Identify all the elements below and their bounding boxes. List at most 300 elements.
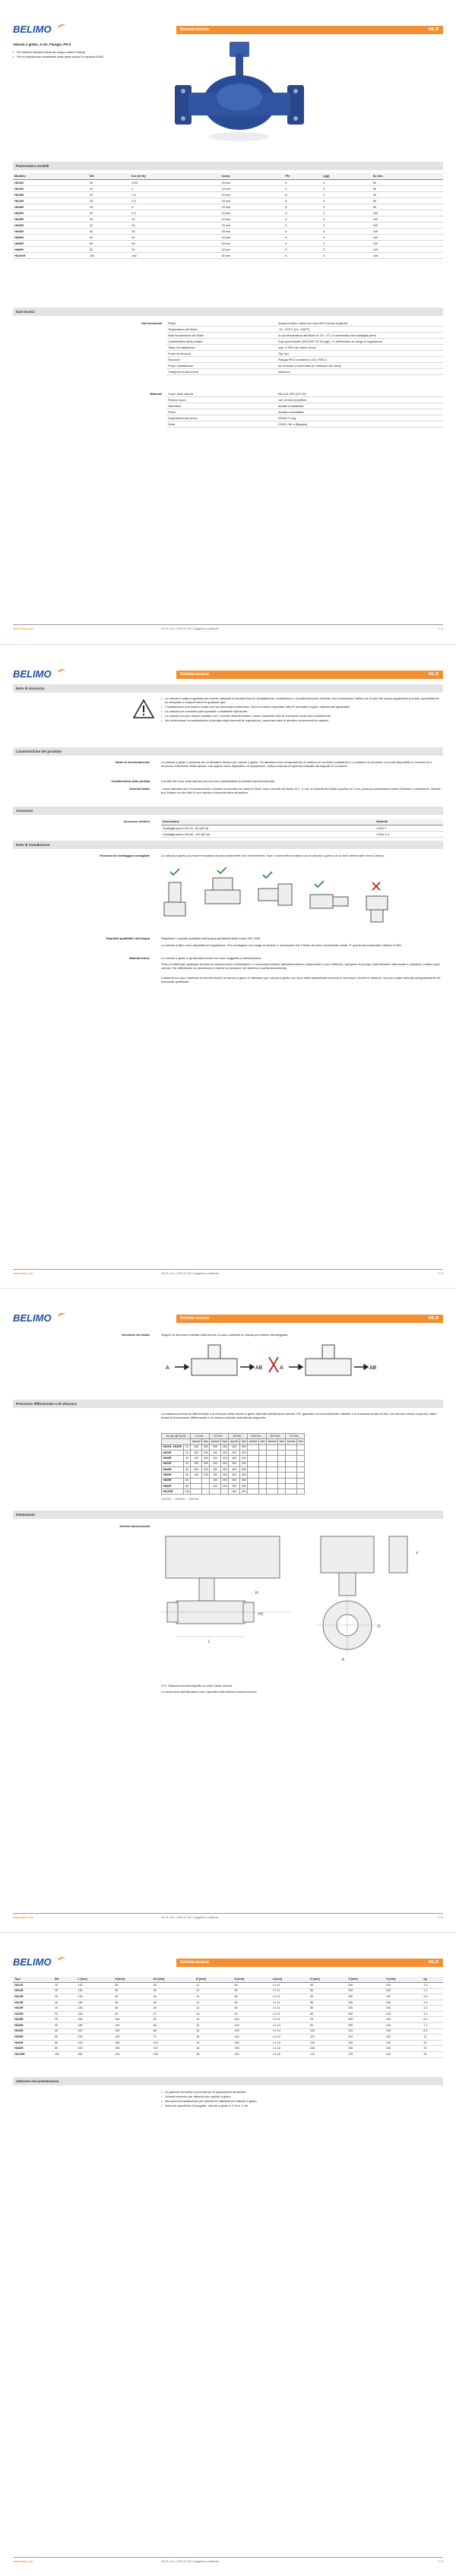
mode-label: Modo di funzionamento [116, 760, 150, 764]
table-cell: 400 [221, 1444, 229, 1450]
table-cell: 55 [309, 1988, 347, 1994]
table-cell: H632R [162, 1461, 184, 1466]
table-cell: 25 [130, 229, 220, 235]
header-bar [176, 26, 443, 34]
table-cell: 4 x 18 [271, 2051, 309, 2057]
table-cell: 400 [210, 1461, 221, 1466]
table-cell [248, 1466, 259, 1472]
p-head: NV24A... [210, 1434, 229, 1439]
footer-page-number: 3 / 4 [438, 1915, 443, 1919]
table-cell: H613R [13, 191, 88, 197]
table-cell [297, 1473, 305, 1478]
page-header [13, 21, 443, 36]
tech-table-materials [103, 391, 443, 428]
p-head: Δp ∆ps [kPa] DN [162, 1434, 191, 1439]
table-cell: 4.2 [422, 2011, 443, 2017]
table-cell: 100 [372, 216, 443, 222]
table-cell: 72 [152, 2035, 195, 2041]
table-cell: 100 [385, 2035, 423, 2041]
table-cell: 300 [229, 1478, 240, 1483]
table-cell: 4 x 11 [271, 1982, 309, 1988]
tech-table-functional [103, 320, 443, 375]
port-label: A [166, 1365, 169, 1371]
docs-item: • La gamma completa di prodotti per le applicazioni idrauliche [161, 2090, 443, 2094]
table-cell: 80 [183, 1483, 191, 1488]
p-head: AVK24A... [267, 1434, 286, 1439]
table-cell: 400 [240, 1466, 248, 1472]
table-cell [297, 1456, 305, 1461]
spec-value: Flangia PN 6 conforme a ISO 7005-2 [277, 357, 443, 363]
install-title: Note di installazione [16, 842, 50, 847]
table-cell [278, 1473, 286, 1478]
table-cell: 100 [372, 235, 443, 241]
docs-item: • Schede tecniche per attuatori per valvole a globo [161, 2095, 443, 2098]
table-cell: 100 [385, 2017, 423, 2023]
table-cell [286, 1478, 297, 1483]
docs-item: • Istruzioni di installazione per valvole e/o attuatori per valvole a globo [161, 2099, 443, 2103]
functional-rows [103, 320, 443, 375]
table-cell: 200 [221, 1478, 229, 1483]
table-cell: 3 [321, 197, 372, 204]
col-k: K [mm] [309, 1977, 347, 1982]
belimo-logo [13, 1956, 69, 1968]
table-cell: 100 [233, 2017, 271, 2023]
table-row [13, 204, 443, 210]
table-cell: 160 [76, 2017, 113, 2023]
dimensions-title: Dimensioni [16, 1512, 35, 1517]
flow-label: Caratteristica della portata [111, 779, 150, 783]
table-cell: 3 [321, 210, 372, 216]
product-bullets [13, 50, 157, 58]
table-cell: 3 [321, 247, 372, 253]
footer-site-link[interactable]: www.belimo.com [13, 1271, 33, 1275]
pressure-rows [162, 1444, 305, 1495]
acc-model: ZH24-1-C [375, 831, 443, 837]
col-y: Y [mm] [385, 1977, 423, 1982]
table-cell: 15 mm [220, 179, 283, 185]
table-cell: 350 [76, 2051, 113, 2057]
table-row [103, 339, 443, 345]
table-cell: 400 [221, 1456, 229, 1461]
dimensions-section-header [13, 1511, 443, 1519]
spec-value: A una temperatura del fluido di -10...2°C, è necessaria una scaldiglia perno [277, 333, 443, 339]
table-cell: 120 [233, 2023, 271, 2029]
page-2 [0, 644, 456, 1288]
table-cell: 18 mm [220, 247, 283, 253]
table-row [161, 831, 443, 837]
table-cell [248, 1450, 259, 1455]
table-cell: 120 [113, 2023, 151, 2029]
p-sub: Δps [221, 1439, 229, 1444]
product-bullet: • Per la regolazione modulante della parte acqua in impianti HVAC [13, 55, 157, 58]
p-sub [162, 1439, 191, 1444]
spec-key: Perno [166, 409, 277, 415]
table-cell [278, 1450, 286, 1455]
overview-section-header [13, 162, 443, 170]
table-cell [278, 1489, 286, 1495]
table-cell: 80 [88, 247, 130, 253]
category-label [103, 327, 166, 333]
footer-site-link[interactable]: www.belimo.com [13, 627, 33, 630]
footer-site-link[interactable]: www.belimo.com [13, 1915, 33, 1919]
table-cell: 3 [321, 204, 372, 210]
table-cell: 400 [240, 1473, 248, 1478]
table-cell: 50 [88, 235, 130, 241]
table-row [103, 327, 443, 333]
header-title: Scheda tecnica [180, 27, 209, 32]
spec-key: Raccordi [166, 357, 277, 363]
table-row [103, 320, 443, 327]
table-cell: 50 [53, 2035, 77, 2041]
table-cell [259, 1483, 267, 1488]
table-cell: 3 [321, 229, 372, 235]
page-1 [0, 0, 456, 644]
table-cell [248, 1483, 259, 1488]
table-row [13, 2028, 443, 2035]
table-cell: 290 [347, 2006, 385, 2012]
table-row [13, 2017, 443, 2023]
table-cell: H680R [13, 247, 88, 253]
table-cell: H625R [13, 216, 88, 222]
table-cell [267, 1466, 278, 1472]
table-cell: H620R [13, 2011, 53, 2017]
table-cell: 150 [210, 1478, 221, 1483]
docs-title: Ulteriore documentazione [16, 2079, 59, 2083]
table-cell: 400 [240, 1456, 248, 1461]
table-cell: 3.2 [422, 2006, 443, 2012]
spec-value: EPDM O-ring [277, 415, 443, 421]
table-cell: 80 [113, 2006, 151, 2012]
spec-key: Temperatura del fluido [166, 327, 277, 333]
table-cell: 6.3 [130, 210, 220, 216]
table-row [162, 1466, 305, 1472]
table-cell: 90 [233, 2011, 271, 2017]
table-cell [202, 1489, 210, 1495]
table-cell: 350 [221, 1473, 229, 1478]
category-label [103, 403, 166, 409]
table-cell: 3.2 [422, 1982, 443, 1988]
col-l: L [mm] [76, 1977, 113, 1982]
p-head-extra: AVK24A... [175, 1498, 187, 1501]
svg-text:H1: H1 [258, 1612, 264, 1617]
safety-item: • L'installazione può essere svolta solo da personale autorizzato. Devono essere rispettate tutte le normative legali o istituzionali applicabili. [161, 705, 443, 709]
col-model: Modello [375, 819, 443, 825]
footer-doc: H6..R • it-it • 2022-07-26 • Soggetta a modifiche [161, 2559, 219, 2563]
table-cell: H665R [162, 1478, 184, 1483]
table-cell: 310 [76, 2046, 113, 2052]
col-d-small: d [mm] [271, 1977, 309, 1982]
table-cell: 15 [53, 1988, 77, 1994]
mounting-positions-diagram [161, 867, 435, 927]
p-sub: Δpmax [248, 1439, 259, 1444]
p-sub: Δpmax [286, 1439, 297, 1444]
table-cell: H615R [13, 204, 88, 210]
table-cell: 80 [233, 2000, 271, 2006]
spec-value: Nessuna [277, 369, 443, 375]
table-cell: 130 [113, 2028, 151, 2035]
table-cell: 5.1 [422, 2017, 443, 2023]
water-label: Requisiti qualitativi dell'acqua [106, 936, 150, 940]
table-cell: H611R [13, 1982, 53, 1988]
maintenance-text: Il sistema non può rimettersi in servizio finché la valvola a globo e l'attuatore per valvola a globo non sono stati riassemblati secondo le istruzioni e finché le tubature non sono state riempite adeguatamente da personale qualificato. [161, 976, 441, 984]
footer-doc: H6..R • it-it • 2022-07-26 • Soggetta a modifiche [161, 1915, 219, 1919]
table-cell: 6 [283, 185, 321, 191]
page-footer [13, 1269, 443, 1277]
table-cell: 47 [152, 2011, 195, 2017]
table-cell: 110 [309, 2035, 347, 2041]
table-cell: 150 [309, 2046, 347, 2052]
svg-text:BELIMO: BELIMO [13, 24, 52, 35]
table-cell: 32 [53, 2023, 77, 2029]
table-cell: H620R [13, 210, 88, 216]
col-x: X [mm] [347, 1977, 385, 1982]
table-cell: 400 [191, 1444, 202, 1450]
table-cell: 15 mm [220, 191, 283, 197]
table-cell: 400 [240, 1444, 248, 1450]
category-label [103, 357, 166, 363]
table-cell: 230 [76, 2035, 113, 2041]
table-cell: 350 [202, 1461, 210, 1466]
page-3 [0, 1288, 456, 1932]
product-summary [13, 43, 157, 59]
footer-doc: H6..R • it-it • 2022-07-26 • Soggetta a modifiche [161, 1271, 219, 1275]
table-cell: 15 [53, 1982, 77, 1988]
table-cell [267, 1450, 278, 1455]
table-cell: 15 [88, 179, 130, 185]
category-label [103, 363, 166, 369]
table-cell [248, 1489, 259, 1495]
table-cell: 6 [283, 216, 321, 222]
table-cell: 4 x 11 [271, 1988, 309, 1994]
dimension-drawing [161, 1530, 442, 1675]
table-cell: 100 [385, 2040, 423, 2046]
table-cell: H680R [13, 2046, 53, 2052]
table-cell: 100 [88, 253, 130, 259]
table-cell: 200 [240, 1489, 248, 1495]
table-row [13, 229, 443, 235]
table-cell: 12 [195, 1988, 233, 1994]
table-cell: 66 [152, 2028, 195, 2035]
table-cell: 210 [233, 2051, 271, 2057]
table-cell: 140 [233, 2035, 271, 2041]
table-cell: 3 [321, 191, 372, 197]
table-cell: 4 x 11 [271, 2000, 309, 2006]
table-row [103, 397, 443, 403]
flow-text: Il profilo del cono della valvola provoca una caratteristica di portata equi-percentuale. [161, 779, 276, 783]
table-cell: H6100R [162, 1489, 184, 1495]
table-cell: 80 [53, 2046, 77, 2052]
table-cell: 18 [195, 2051, 233, 2057]
category-label: Materiali [150, 391, 162, 396]
position-label: Posizioni di montaggio consigliate [100, 854, 150, 857]
table-cell: 50 [183, 1473, 191, 1478]
table-cell: 8.5 [422, 2028, 443, 2035]
col-h1: H1 [mm] [152, 1977, 195, 1982]
table-cell: 400 [240, 1450, 248, 1455]
table-cell [297, 1483, 305, 1488]
table-cell: 25 [53, 2017, 77, 2023]
table-cell: 290 [76, 2040, 113, 2046]
table-cell: 15 mm [220, 185, 283, 191]
table-cell: 100 [210, 1483, 221, 1488]
table-cell: 4 x 11 [271, 1994, 309, 2000]
table-cell: 290 [347, 1994, 385, 2000]
col-description: Descrizione [161, 819, 375, 825]
table-cell: 60 [152, 2023, 195, 2029]
belimo-logo [13, 1312, 69, 1324]
table-cell: 100 [385, 2028, 423, 2035]
table-cell: 100 [385, 2000, 423, 2006]
features-title: Caratteristiche del prodotto [16, 749, 62, 753]
dimensions-head-row [13, 1977, 443, 1982]
table-cell: 6 [283, 253, 321, 259]
table-cell: 16 [130, 222, 220, 228]
table-cell: H615R [13, 2006, 53, 2012]
table-cell: 16 [422, 2040, 443, 2046]
table-cell: 330 [347, 2040, 385, 2046]
table-cell: 4 x 14 [271, 2023, 309, 2029]
table-cell: 100 [113, 2017, 151, 2023]
table-cell: 150 [202, 1473, 210, 1478]
footer-site-link[interactable]: www.belimo.com [13, 2559, 33, 2563]
header-title: Scheda tecnica [180, 1960, 209, 1965]
maintenance-text: Le valvole a globo e gli attuatori lineari non sono soggette a manutenzione [161, 956, 261, 960]
col-ngl: n(gl) [321, 173, 372, 179]
category-label [103, 409, 166, 415]
accessories-table [161, 819, 443, 838]
table-cell: 80 [113, 2000, 151, 2006]
table-cell [278, 1466, 286, 1472]
table-cell: 14 [195, 2023, 233, 2029]
table-cell: 18 mm [220, 241, 283, 247]
safety-section-header [13, 684, 443, 693]
table-row [13, 1994, 443, 2000]
table-cell: 4 x 18 [271, 2046, 309, 2052]
spec-value: Acciaio inossidabile [277, 409, 443, 415]
table-cell: 3 [321, 253, 372, 259]
table-cell [202, 1483, 210, 1488]
table-cell: 6 [283, 235, 321, 241]
overview-title: Panoramica modelli [16, 163, 49, 168]
table-row [162, 1461, 305, 1466]
table-row [162, 1478, 305, 1483]
table-cell: 310 [347, 2028, 385, 2035]
table-row [103, 409, 443, 415]
table-cell: 200 [76, 2028, 113, 2035]
table-cell: 4 x 14 [271, 2040, 309, 2046]
table-cell [267, 1489, 278, 1495]
header-model: H6..R [428, 27, 439, 32]
col-d: D [mm] [233, 1977, 271, 1982]
pressure-sub-row [162, 1439, 305, 1444]
table-cell: 90 [309, 2023, 347, 2029]
belimo-logo [13, 668, 69, 680]
table-row [13, 191, 443, 197]
p-sub: Δps [259, 1439, 267, 1444]
port-label: A [280, 1365, 283, 1371]
spec-value: Top (▲) [277, 351, 443, 357]
header-bar [176, 1315, 443, 1323]
table-row [103, 369, 443, 375]
table-cell [221, 1489, 229, 1495]
spec-value: GG25 / Ni+o (Bypass) [277, 421, 443, 428]
table-row [13, 2046, 443, 2052]
table-cell: 55 [309, 1994, 347, 2000]
table-cell: H6100R [13, 2051, 53, 2057]
table-cell [278, 1478, 286, 1483]
table-cell: 100 [385, 1988, 423, 1994]
table-row [103, 403, 443, 409]
table-cell: H640R [162, 1466, 184, 1472]
table-cell: 145 [130, 253, 220, 259]
spec-value: max. 0.05% del valore di kvs [277, 345, 443, 351]
table-cell: 400 [191, 1450, 202, 1455]
page-footer [13, 2557, 443, 2565]
table-cell: 6 [283, 241, 321, 247]
page-header [13, 1954, 443, 1969]
table-cell: 16 [195, 2040, 233, 2046]
table-cell: H614R [13, 2000, 53, 2006]
table-cell: 40 [130, 235, 220, 241]
tech-section-header [13, 308, 443, 316]
pressure-table [161, 1433, 305, 1495]
table-cell: 40 [88, 229, 130, 235]
table-row [103, 351, 443, 357]
table-row [162, 1456, 305, 1461]
mode-text: La valvola a globo è azionata da un attuatore lineare per valvole a globo. Gli attuatori sono comandati da un sistema di controllo modulante o un sistema di comando a 3 punti disponibile in commercio e muovono l'otturatore della valvola, che agisce come dispositivo di regolazione, nella posizione di apertura indicata dal segnale di comando. [161, 760, 432, 769]
dimension-note: Le dimensioni dell'attuatore sono riportate nella relativa scheda tecnica. [161, 1690, 258, 1694]
table-cell: 320 [210, 1473, 221, 1478]
table-row [103, 415, 443, 421]
table-cell: 3 [321, 222, 372, 228]
speed-label: Velocità fluido [128, 787, 150, 791]
table-row [161, 825, 443, 831]
table-cell [248, 1461, 259, 1466]
material-rows [103, 391, 443, 428]
table-row [162, 1444, 305, 1450]
category-label [103, 397, 166, 403]
table-row [13, 2051, 443, 2057]
spec-key: Guarnizione del perno [166, 415, 277, 421]
table-cell: 130 [76, 2000, 113, 2006]
table-cell [259, 1444, 267, 1450]
table-cell: 6 [283, 210, 321, 216]
svg-text:BELIMO: BELIMO [13, 1956, 52, 1968]
table-cell: 40 [183, 1466, 191, 1472]
table-cell: 12 [195, 2000, 233, 2006]
table-cell: 12 [195, 1994, 233, 2000]
table-cell: 15 [53, 2006, 77, 2012]
p-sub: Δpmax [210, 1439, 221, 1444]
table-cell: 1 [130, 185, 220, 191]
table-cell: 6 [283, 222, 321, 228]
safety-item: • La valvola è stata progettata per essere utilizzata in impianti fissi di riscaldamento, ventilazione e condizionamento dell'aria; non è permesso l'utilizzo al di fuori del campo applicativo previsto, specialmente su aeroplani o trasporti aerei di qualsiasi tipo. [161, 696, 443, 705]
table-cell: 100 [152, 2040, 195, 2046]
table-cell: H640R [13, 2028, 53, 2035]
table-cell: 50 [372, 197, 443, 204]
table-cell: 350 [240, 1478, 248, 1483]
docs-item: • Note per specifiche di progetto, valvole a globo a 2 vie e 3 vie [161, 2104, 443, 2107]
table-cell: 130 [76, 1982, 113, 1988]
table-cell: H620R [162, 1450, 184, 1455]
safety-item: • La valvola non contiene parti riparabili o sostituibili dall'utente. [161, 709, 443, 713]
table-cell: 15 mm [220, 210, 283, 216]
table-cell [259, 1478, 267, 1483]
table-cell: 160 [113, 2040, 151, 2046]
svg-text:BELIMO: BELIMO [13, 668, 52, 680]
spec-key: Note temperatura del fluido [166, 333, 277, 339]
table-cell: 300 [191, 1461, 202, 1466]
